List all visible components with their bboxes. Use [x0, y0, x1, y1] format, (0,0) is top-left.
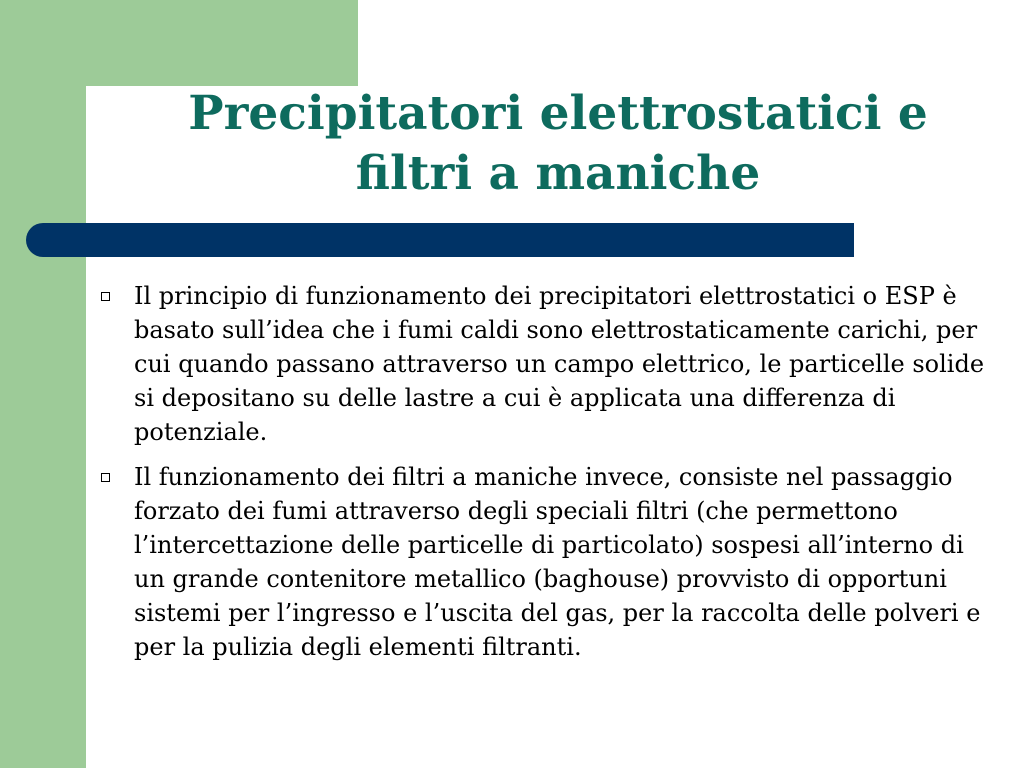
bullet-list: [96, 279, 1001, 675]
bullet-item-esp: [96, 279, 1001, 449]
bullet-item-filtri: [96, 460, 1001, 664]
checkbox-square-icon: [101, 292, 110, 301]
slide-title-line-1: Precipitatori elettrostatici e: [188, 86, 928, 141]
title-divider-bar: [26, 223, 854, 257]
slide-title: [108, 84, 1008, 204]
left-green-band: [0, 0, 86, 768]
checkbox-square-icon: [101, 473, 110, 482]
slide-title-line-2: filtri a maniche: [355, 146, 761, 201]
bullet-text: Il principio di funzionamento dei precipitatori elettrostatici o ESP è basato sull’idea che i fumi caldi sono elettrostaticamente carichi, per cui quando passano attraverso un campo elettrico, le particelle solide si depositano su delle lastre a cui è applicata una differenza di potenziale.: [134, 282, 985, 446]
top-green-block: [0, 0, 358, 86]
bullet-text: Il funzionamento dei filtri a maniche invece, consiste nel passaggio forzato dei fumi attraverso degli speciali filtri (che permettono l’intercettazione delle particelle di particolato) sospesi all’interno di un grande contenitore metallico (baghouse) provvisto di opportuni sistemi per l’ingresso e l’uscita del gas, per la raccolta delle polveri e per la pulizia degli elementi filtranti.: [134, 463, 981, 661]
